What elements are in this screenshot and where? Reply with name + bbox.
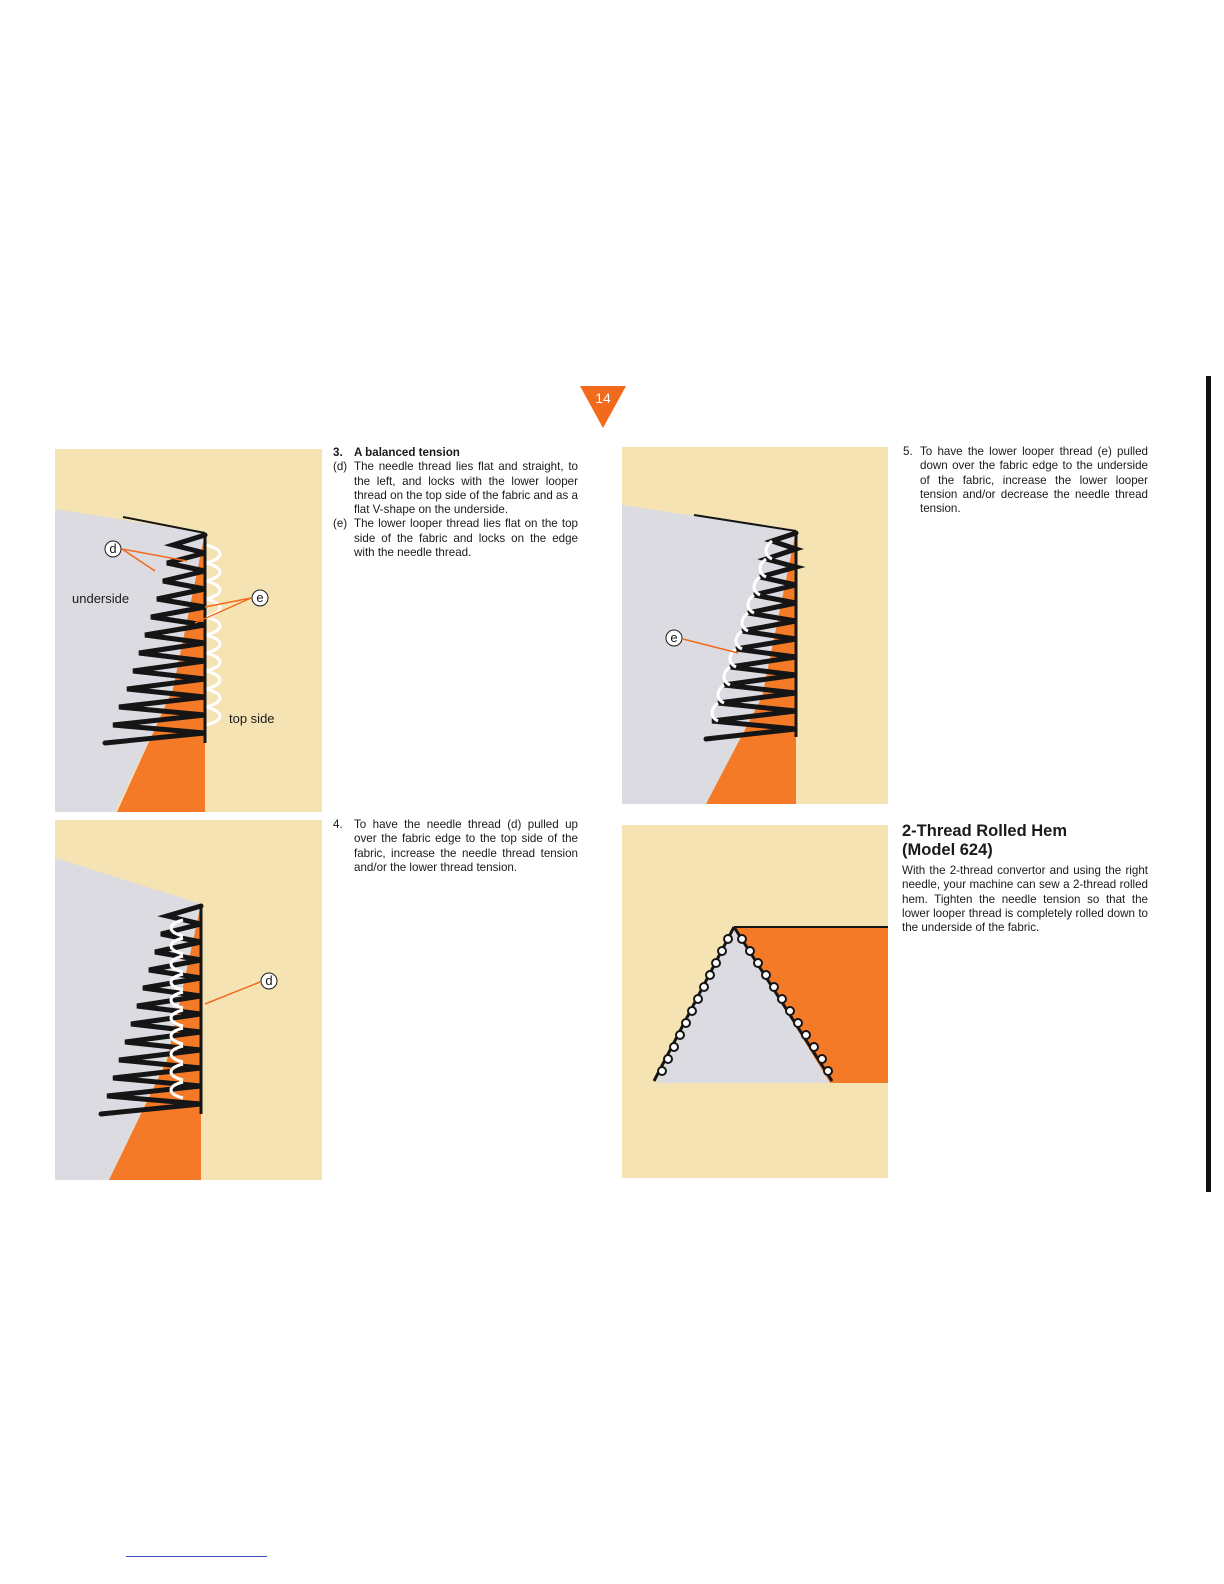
page-number: 14 [595, 390, 611, 406]
item-text: The lower looper thread lies flat on the top side of the fabric and locks on the edge with the needle thread. [354, 517, 578, 560]
label-top-side: top side [229, 711, 275, 726]
figure-looper-thread-pulled [622, 447, 888, 804]
item-label: (d) [333, 460, 348, 474]
figure-balanced-tension [55, 449, 322, 812]
heading-text: A balanced tension [354, 446, 460, 459]
heading-number: 3. [333, 446, 343, 459]
label-underside: underside [72, 591, 130, 606]
page-number-marker [580, 386, 626, 428]
figure-needle-thread-pulled [55, 820, 322, 1180]
section-heading [333, 446, 578, 460]
title-line-2: (Model 624) [902, 840, 993, 859]
section-rolled-hem [902, 822, 1148, 935]
list-item [333, 517, 578, 560]
callout-e: e [256, 590, 264, 605]
page-edge-bar [1206, 376, 1211, 1192]
rolled-hem-text: With the 2-thread convertor and using the right needle, your machine can sew a 2-thread rolled hem. Tighten the needle tension so that the lower looper thread is completely rolled down to the underside of the fabric. [902, 864, 1148, 935]
bottom-rule [126, 1556, 267, 1557]
section-looper-thread [903, 445, 1148, 516]
item-number: 5. [903, 445, 913, 458]
section-balanced-tension [333, 446, 578, 560]
item-text: To have the lower looper thread (e) pulled down over the fabric edge to the underside of the fabric, increase the lower looper tension and/or decrease the needle thread tension. [920, 445, 1148, 516]
section-needle-thread [333, 818, 578, 875]
callout-d: d [265, 973, 273, 988]
item-text: The needle thread lies flat and straight, to the left, and locks with the lower looper thread on the top side of the fabric and as a flat V-shape on the underside. [354, 460, 578, 517]
list-item [903, 445, 1148, 516]
item-number: 4. [333, 818, 343, 831]
item-text: To have the needle thread (d) pulled up over the fabric edge to the top side of the fabric, increase the needle thread tension and/or the lower thread tension. [354, 818, 578, 874]
list-item [333, 460, 578, 517]
item-label: (e) [333, 517, 348, 531]
callout-d: d [109, 541, 117, 556]
list-item [333, 818, 578, 875]
figure-rolled-hem [622, 825, 888, 1178]
section-title [902, 822, 1148, 859]
callout-e: e [670, 630, 678, 645]
title-line-1: 2-Thread Rolled Hem [902, 822, 1068, 840]
